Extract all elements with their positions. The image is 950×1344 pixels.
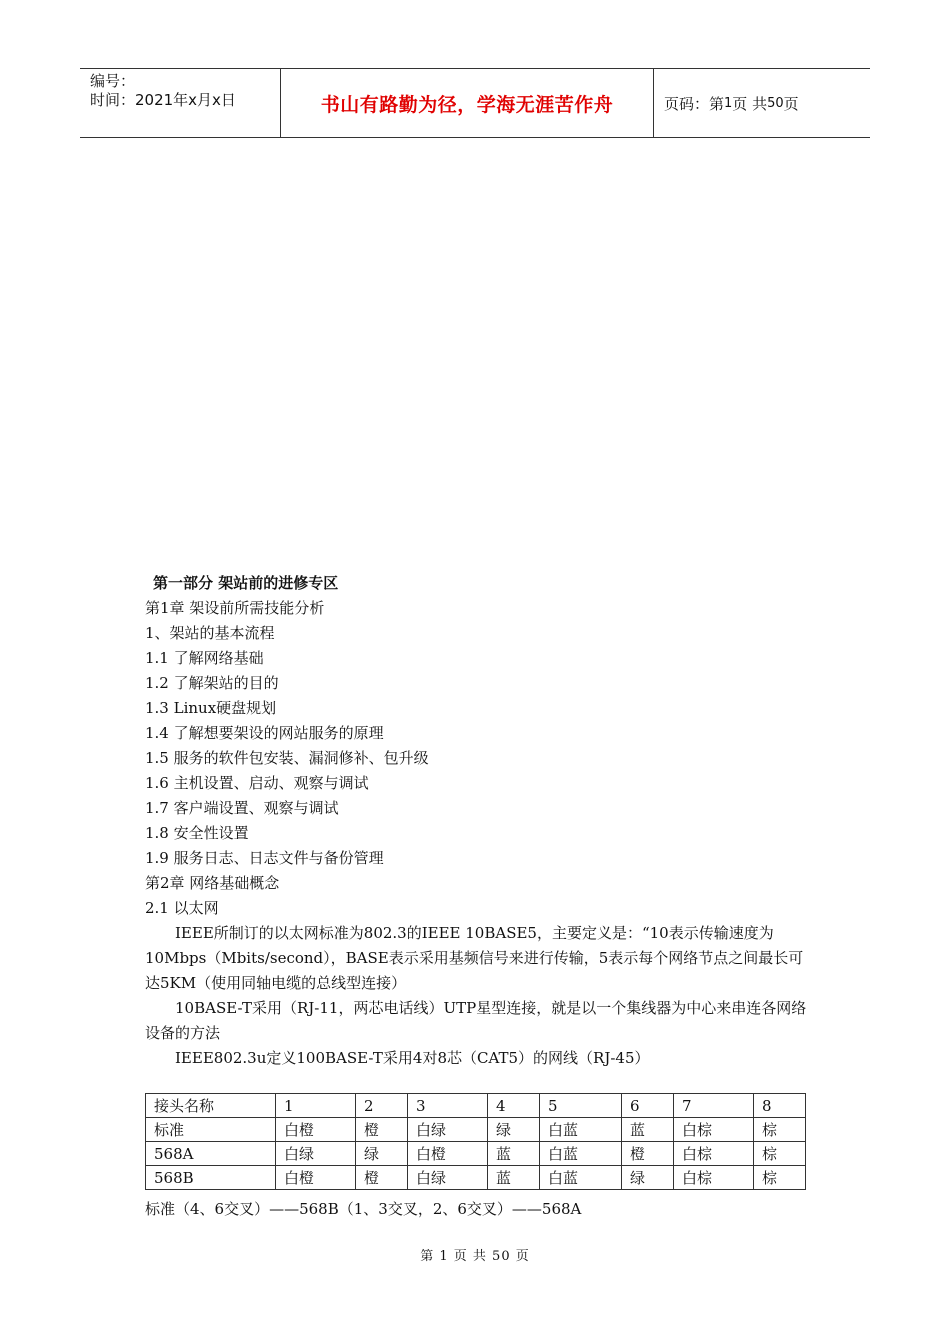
table-cell: 蓝 — [622, 1118, 674, 1142]
table-row — [146, 1142, 806, 1166]
table-cell: 568A — [146, 1142, 276, 1166]
time-label: 时间：2021年x月x日 — [90, 91, 236, 109]
table-cell: 白橙 — [276, 1166, 356, 1190]
number-label: 编号： — [90, 72, 136, 90]
header-motto: 书山有路勤为径，学海无涯苦作舟 — [281, 69, 654, 137]
text-line: 第1章 架设前所需技能分析 — [145, 599, 325, 617]
table-cell: 绿 — [488, 1118, 540, 1142]
text-line: 第2章 网络基础概念 — [145, 874, 280, 892]
table-cell: 白蓝 — [540, 1142, 622, 1166]
table-row — [146, 1166, 806, 1190]
header-page-info — [654, 69, 870, 137]
text-line: 1.7 客户端设置、观察与调试 — [145, 799, 339, 817]
table-row — [146, 1118, 806, 1142]
document-header — [80, 68, 870, 138]
table-cell: 6 — [622, 1094, 674, 1118]
page-suffix: 页 — [783, 94, 799, 113]
wiring-table — [145, 1093, 806, 1190]
table-caption: 标准（4、6交叉）——568B（1、3交叉，2、6交叉）——568A — [145, 1200, 582, 1218]
table-cell: 白绿 — [276, 1142, 356, 1166]
table-cell: 568B — [146, 1166, 276, 1190]
page-number: 1 — [724, 95, 733, 111]
table-cell: 蓝 — [488, 1142, 540, 1166]
text-line: 1.8 安全性设置 — [145, 824, 249, 842]
table-cell: 白绿 — [408, 1118, 488, 1142]
text-line: 1.6 主机设置、启动、观察与调试 — [145, 774, 369, 792]
table-cell: 橙 — [622, 1142, 674, 1166]
table-cell: 接头名称 — [146, 1094, 276, 1118]
text-line: 1.3 Linux硬盘规划 — [145, 699, 277, 717]
page-mid: 页 共 — [732, 94, 768, 113]
table-cell: 棕 — [754, 1118, 806, 1142]
paragraph: IEEE802.3u定义100BASE-T采用4对8芯（CAT5）的网线（RJ-45） — [175, 1049, 650, 1067]
text-line: 1、架站的基本流程 — [145, 624, 275, 642]
text-line: 1.5 服务的软件包安装、漏洞修补、包升级 — [145, 749, 429, 767]
table-cell: 棕 — [754, 1142, 806, 1166]
table-cell: 白橙 — [408, 1142, 488, 1166]
table-cell: 白棕 — [674, 1166, 754, 1190]
table-cell: 橙 — [356, 1118, 408, 1142]
table-cell: 绿 — [356, 1142, 408, 1166]
document-body — [145, 571, 810, 1071]
table-cell: 7 — [674, 1094, 754, 1118]
table-cell: 蓝 — [488, 1166, 540, 1190]
paragraph: 10BASE-T采用（RJ-11，两芯电话线）UTP星型连接，就是以一个集线器为中心来串连各网络设备的方法 — [145, 999, 807, 1042]
table-cell: 白蓝 — [540, 1118, 622, 1142]
table-cell: 白棕 — [674, 1118, 754, 1142]
text-line: 1.4 了解想要架设的网站服务的原理 — [145, 724, 384, 742]
table-cell: 4 — [488, 1094, 540, 1118]
part-title: 第一部分 架站前的进修专区 — [153, 574, 339, 592]
text-line: 2.1 以太网 — [145, 899, 219, 917]
table-cell: 白橙 — [276, 1118, 356, 1142]
table-cell: 8 — [754, 1094, 806, 1118]
table-cell: 5 — [540, 1094, 622, 1118]
table-cell: 棕 — [754, 1166, 806, 1190]
page-footer: 第 1 页 共 50 页 — [420, 1249, 530, 1264]
table-row — [146, 1094, 806, 1118]
text-line: 1.2 了解架站的目的 — [145, 674, 279, 692]
table-cell: 3 — [408, 1094, 488, 1118]
table-cell: 2 — [356, 1094, 408, 1118]
text-line: 1.1 了解网络基础 — [145, 649, 264, 667]
page-total: 50 — [767, 95, 784, 111]
table-cell: 橙 — [356, 1166, 408, 1190]
paragraph: IEEE所制订的以太网标准为802.3的IEEE 10BASE5，主要定义是：“10表示传输速度为10Mbps（Mbits/second），BASE表示采用基频信号来进行传输，5表示每个网络节点之间最长可达5KM（使用同轴电缆的总线型连接） — [145, 924, 804, 992]
header-meta — [80, 69, 281, 137]
table-cell: 白蓝 — [540, 1166, 622, 1190]
table-cell: 白绿 — [408, 1166, 488, 1190]
page-prefix: 页码：第 — [664, 94, 725, 113]
table-cell: 标准 — [146, 1118, 276, 1142]
text-line: 1.9 服务日志、日志文件与备份管理 — [145, 849, 384, 867]
table-cell: 白棕 — [674, 1142, 754, 1166]
table-cell: 绿 — [622, 1166, 674, 1190]
table-cell: 1 — [276, 1094, 356, 1118]
